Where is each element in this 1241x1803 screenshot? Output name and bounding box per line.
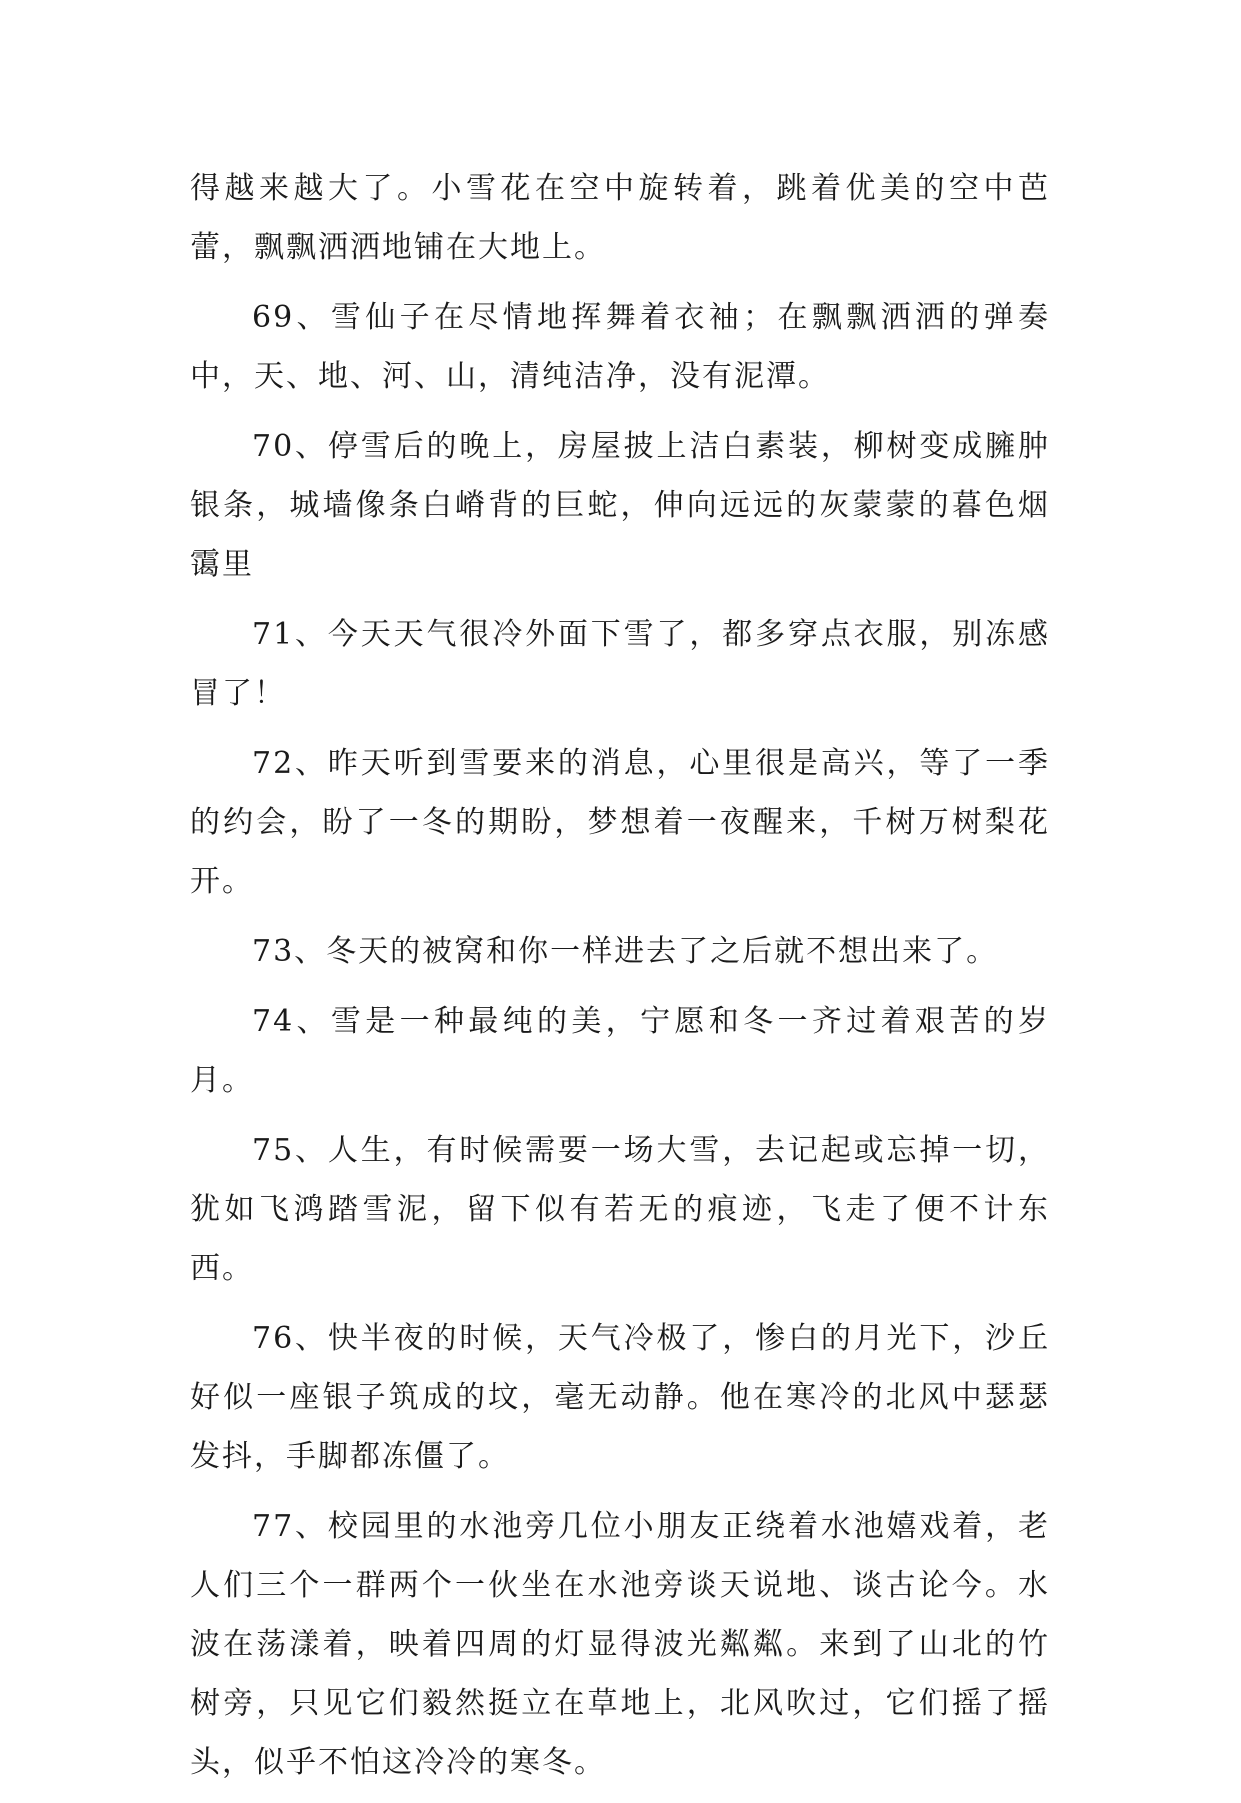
paragraph-70: 70、停雪后的晚上，房屋披上洁白素装，柳树变成臃肿银条，城墙像条白嵴背的巨蛇，伸向远远的灰蒙蒙的暮色烟霭里 (190, 429, 1050, 582)
paragraph-75: 75、人生，有时候需要一场大雪，去记起或忘掉一切，犹如飞鸿踏雪泥，留下似有若无的痕迹，飞走了便不计东西。 (190, 1133, 1050, 1286)
paragraph-continuation: 得越来越大了。小雪花在空中旋转着，跳着优美的空中芭蕾，飘飘洒洒地铺在大地上。 (190, 171, 1050, 265)
paragraph-72: 72、昨天听到雪要来的消息，心里很是高兴，等了一季的约会，盼了一冬的期盼，梦想着一夜醒来，千树万树梨花开。 (190, 746, 1050, 899)
paragraph-73: 73、冬天的被窝和你一样进去了之后就不想出来了。 (252, 934, 999, 969)
paragraph-74: 74、雪是一种最纯的美，宁愿和冬一齐过着艰苦的岁月。 (190, 1004, 1050, 1098)
paragraph-76: 76、快半夜的时候，天气冷极了，惨白的月光下，沙丘好似一座银子筑成的坟，毫无动静。他在寒冷的北风中瑟瑟发抖，手脚都冻僵了。 (190, 1321, 1050, 1474)
paragraph-77: 77、校园里的水池旁几位小朋友正绕着水池嬉戏着，老人们三个一群两个一伙坐在水池旁谈天说地、谈古论今。水波在荡漾着，映着四周的灯显得波光粼粼。来到了山北的竹树旁，只见它们毅然挺立在草地上，北风吹过，它们摇了摇头，似乎不怕这冷冷的寒冬。 (190, 1509, 1050, 1780)
paragraph-69: 69、雪仙子在尽情地挥舞着衣袖；在飘飘洒洒的弹奏中，天、地、河、山，清纯洁净，没有泥潭。 (190, 300, 1050, 394)
paragraph-71: 71、今天天气很冷外面下雪了，都多穿点衣服，别冻感冒了！ (190, 617, 1050, 711)
document-page (190, 159, 1050, 1803)
